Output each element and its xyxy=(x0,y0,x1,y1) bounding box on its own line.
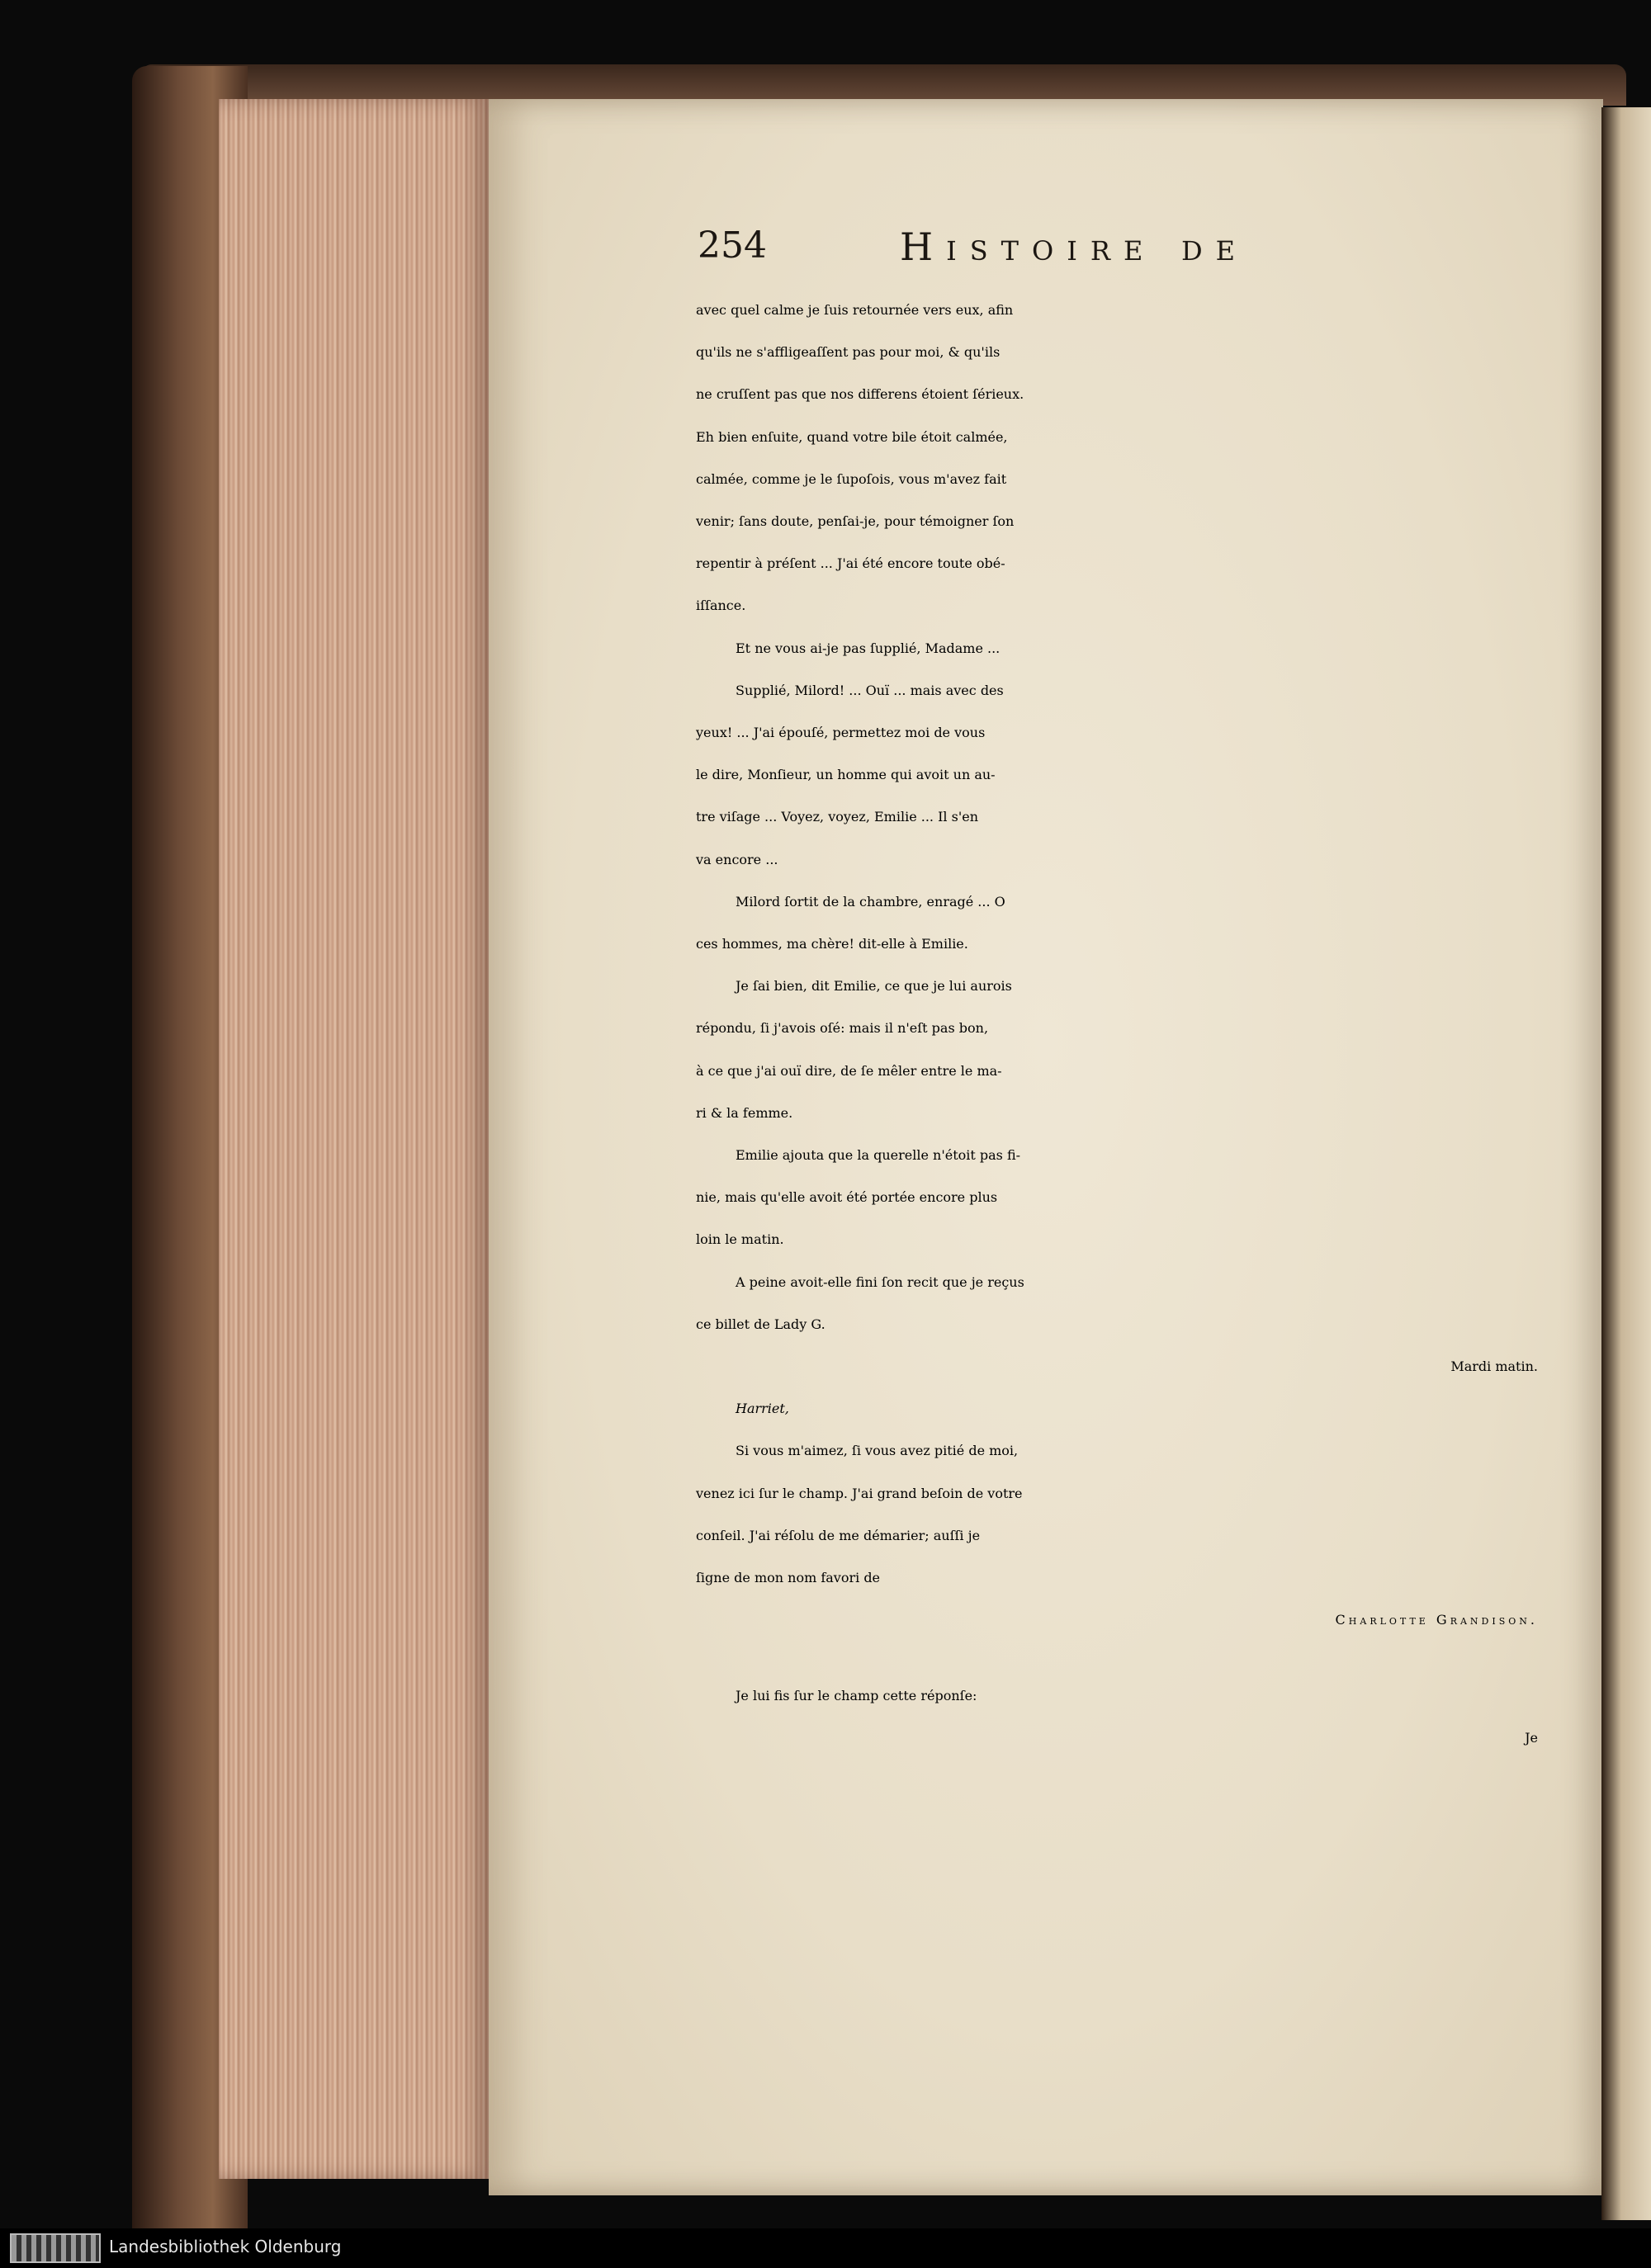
library-name: Landesbibliothek Oldenburg xyxy=(109,2237,342,2256)
text-line: calmée, comme je le ſupoſois, vous m'avez fait xyxy=(696,470,1007,487)
text-line: nie, mais qu'elle avoit été portée encore plus xyxy=(696,1189,998,1206)
text-line: Je xyxy=(1525,1729,1538,1746)
text-line: Si vous m'aimez, ſi vous avez pitié de moi, xyxy=(736,1443,1019,1459)
facing-page-edge xyxy=(1601,107,1651,2220)
text-line: ri & la femme. xyxy=(696,1104,793,1121)
page-edges xyxy=(219,99,491,2179)
text-line: yeux! ... J'ai épouſé, permettez moi de vous xyxy=(696,725,986,741)
text-line: va encore ... xyxy=(696,851,778,867)
text-line: repentir à préſent ... J'ai été encore toute obé- xyxy=(696,555,1005,572)
text-line: Je ſai bien, dit Emilie, ce que je lui aurois xyxy=(736,978,1012,995)
library-building-icon xyxy=(10,2233,101,2263)
text-line: ſigne de mon nom favori de xyxy=(696,1570,881,1586)
text-line: Milord ſortit de la chambre, enragé ... O xyxy=(736,893,1005,910)
spacer xyxy=(696,1642,1538,1675)
text-line: Je lui fis ſur le champ cette réponſe: xyxy=(736,1687,977,1703)
text-line: répondu, ſi j'avois oſé: mais il n'eſt pas bon, xyxy=(696,1020,989,1037)
running-head: Histoire de xyxy=(900,224,1248,269)
text-line: qu'ils ne s'affligeaſſent pas pour moi, & qu'ils xyxy=(696,344,1001,361)
text-line: à ce que j'ai ouï dire, de ſe mêler entre le ma- xyxy=(696,1062,1002,1079)
text-line: ne cruſſent pas que nos differens étoient ſérieux. xyxy=(696,386,1024,403)
text-line: Emilie ajouta que la querelle n'étoit pas fi- xyxy=(736,1147,1021,1164)
page-header xyxy=(698,224,1531,274)
text-line: tre viſage ... Voyez, voyez, Emilie ... Il s'en xyxy=(696,809,979,825)
page-number: 254 xyxy=(698,224,767,267)
text-line: avec quel calme je ſuis retournée vers eux, afin xyxy=(696,302,1014,318)
text-line: Supplié, Milord! ... Ouï ... mais avec des xyxy=(736,682,1004,698)
text-line: A peine avoit-elle fini ſon recit que je reçus xyxy=(736,1273,1024,1290)
text-line: venir; ſans doute, penſai-je, pour témoigner ſon xyxy=(696,513,1015,530)
text-line: Et ne vous ai-je pas ſupplié, Madame ... xyxy=(736,640,1001,656)
text-line: le dire, Monſieur, un homme qui avoit un au- xyxy=(696,767,996,783)
text-line: Charlotte Grandison. xyxy=(1335,1612,1538,1628)
text-line: Eh bien enſuite, quand votre bile étoit calmée, xyxy=(696,428,1008,445)
text-line: venez ici ſur le champ. J'ai grand beſoin de votre xyxy=(696,1485,1023,1501)
text-line: Mardi matin. xyxy=(1450,1358,1538,1375)
text-line: iſſance. xyxy=(696,598,746,614)
text-line: ces hommes, ma chère! dit-elle à Emilie. xyxy=(696,936,968,952)
text-line: Harriet, xyxy=(736,1401,789,1417)
text-line: ce billet de Lady G. xyxy=(696,1316,826,1332)
page-text xyxy=(696,289,1538,1759)
text-line: conſeil. J'ai réſolu de me démarier; auſſi je xyxy=(696,1527,981,1543)
text-line: loin le matin. xyxy=(696,1231,784,1248)
